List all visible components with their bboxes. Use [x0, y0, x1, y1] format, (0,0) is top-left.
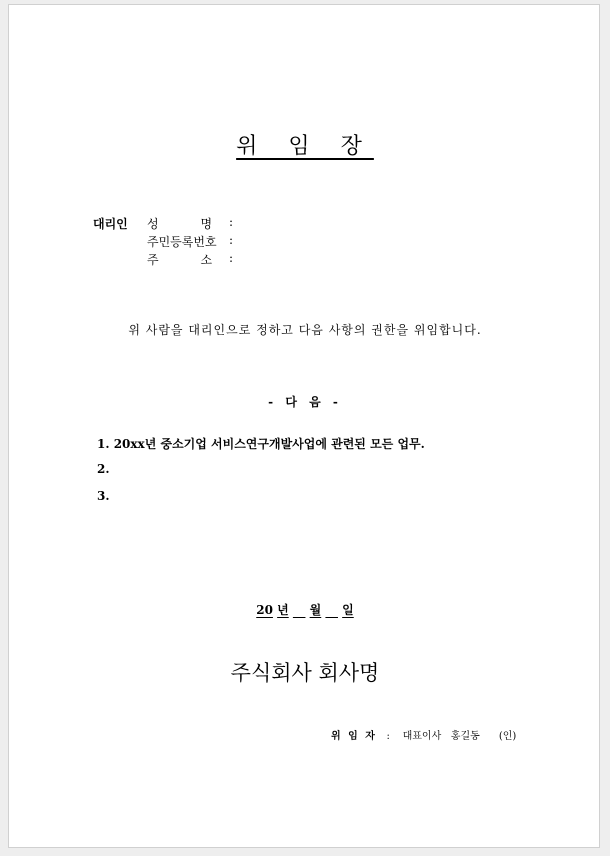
- agent-field-id: 주민등록번호: [147, 235, 217, 249]
- agent-label: 대리인: [93, 217, 128, 231]
- date-day-unit: 일: [342, 603, 354, 617]
- signature-name: 홍길동: [450, 731, 480, 742]
- list-item: 3.: [97, 489, 110, 503]
- date-year-unit: 년: [277, 603, 289, 617]
- list-item: 1. 20xx년 중소기업 서비스연구개발사업에 관련된 모든 업무.: [97, 437, 425, 451]
- list-item: 2.: [97, 462, 110, 476]
- agent-field-name-colon: :: [229, 215, 234, 229]
- date-line: [9, 601, 601, 618]
- delegation-statement: 위 사람을 대리인으로 정하고 다음 사항의 권한을 위임합니다.: [128, 323, 482, 337]
- agent-field-id-colon: :: [229, 233, 234, 247]
- signature-line: [331, 727, 516, 742]
- signature-label: 위 임 자: [331, 731, 377, 742]
- agent-field-address-colon: :: [229, 251, 234, 265]
- company-name: 주식회사 회사명: [230, 661, 380, 685]
- seal-mark: (인): [498, 731, 517, 742]
- signature-colon: :: [386, 731, 390, 742]
- document-title: 위 임 장: [236, 134, 374, 159]
- signature-role: 대표이사: [402, 731, 442, 742]
- document-page: [8, 4, 600, 848]
- agent-field-name: 성 명: [147, 217, 213, 231]
- agent-field-address: 주 소: [147, 253, 213, 267]
- items-heading: - 다 음 -: [268, 395, 342, 409]
- date-year: 20: [256, 603, 273, 617]
- date-month-unit: 월: [309, 603, 322, 617]
